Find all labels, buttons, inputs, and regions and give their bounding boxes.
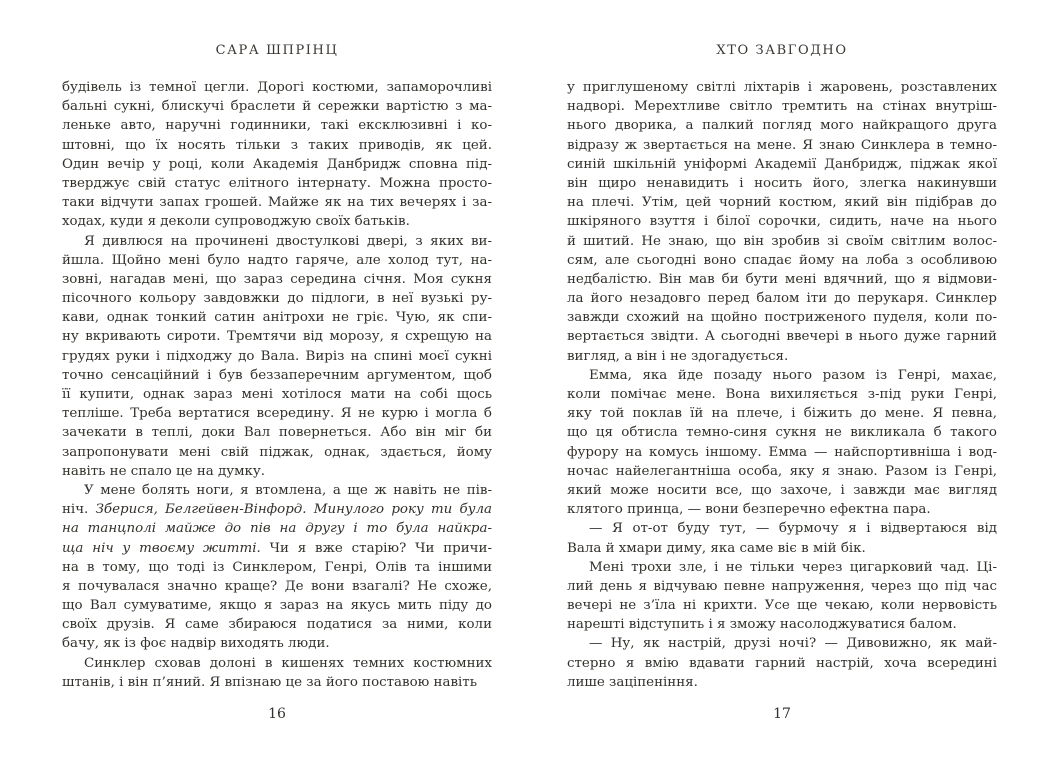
text-segment: завжди схожий на щойно постриженого пуделя, коли по- [567,310,997,326]
text-segment: тверджує свій статус елітного інтернату. Можна просто- [62,175,492,191]
text-line [62,78,492,97]
text-segment: йшла. Щойно мені було надто гаряче, але холод тут, на- [62,252,492,268]
text-line [567,232,997,251]
text-segment: таки відчути запах грошей. Майже як на тих вечерях і за- [62,195,492,211]
text-line [567,308,997,327]
text-segment: надворі. Мерехтливе світло тремтить на стінах внутріш- [567,99,997,115]
text-line [567,289,997,308]
paragraph [62,654,492,692]
page-text-left [62,78,492,692]
text-segment: я почувалася значно краще? Де вони взагалі? Не схоже, [62,578,492,594]
text-segment: тепліше. Треба вертатися всередину. Я не курю і могла б [62,406,492,422]
text-segment: синій шкільній уніформі Академії Данбридж, піджак якої [567,156,997,172]
text-segment: Емма, яка йде позаду нього разом із Генрі, махає, [589,367,997,383]
text-segment: у приглушеному світлі ліхтарів і жаровень, розставлених [567,80,997,95]
text-segment: відразу ж звертається на мене. Я знаю Синклера в темно- [567,137,997,153]
text-segment: вечері не з’їла ні крихти. Усе ще чекаю, коли нервовість [567,598,997,614]
text-line [567,385,997,404]
text-segment: зачекати в теплі, доки Вал повернеться. Або він міг би [62,425,492,441]
text-line [62,519,492,538]
text-line [567,481,997,500]
text-line [62,155,492,174]
text-segment: леньке авто, наручні годинники, такі ексклюзивні і ко- [62,118,492,134]
text-line [567,78,997,97]
text-line [567,155,997,174]
text-line [62,385,492,404]
italic-text-segment: на танцполі майже до пів на другу і то була найкра- [62,521,492,537]
text-segment: він щиро ненавидить і носить його, злегка накинувши [567,175,997,191]
running-head-left: САРА ШПРІНЦ [215,43,339,58]
text-segment: стерно я вмію вдавати гарний настрій, хоча всередині [567,655,997,671]
text-segment: лий день я відчуваю певне напруження, через що під час [567,578,997,594]
running-head-right: ХТО ЗАВГОДНО [716,43,848,58]
text-segment: Синклер сховав долоні в кишенях темних костюмних [84,655,492,671]
text-line [62,404,492,423]
text-segment: її купити, однак зараз мені хотілося мати на собі щось [62,387,492,402]
text-line [62,174,492,193]
text-line [62,289,492,308]
text-line [62,577,492,596]
text-line [62,673,492,692]
text-line [62,193,492,212]
text-line [62,97,492,116]
text-line [567,443,997,462]
text-segment: навіть не спало це на думку. [62,463,266,479]
text-segment: бачу, як із фоє надвір виходять люди. [62,636,330,652]
text-line [567,634,997,653]
text-line [567,347,997,366]
text-segment: ла його незадовго перед балом іти до перукаря. Синклер [567,291,997,307]
text-segment: вертається звідти. А сьогодні ввечері в нього дуже гарний [567,329,997,345]
text-segment: кави, однак тонкий сатин анітрохи не гріє. Чую, як спи- [62,310,492,326]
text-line [62,462,492,481]
text-segment: що Вал сумуватиме, якщо я зараз на якусь мить піду до [62,598,492,614]
text-segment: точно сенсаційний і був беззаперечним аргументом, щоб [62,367,492,383]
text-line [567,654,997,673]
text-segment: й шитий. Не знаю, що він зробив зі своїм світлим волос- [567,233,997,249]
text-segment: фурору на комусь іншому. Емма — найспортивніша і вод- [567,444,997,460]
paragraph [62,232,492,481]
text-line [62,366,492,385]
paragraph [62,481,492,654]
text-line [62,539,492,558]
text-segment: грудях руки і підходжу до Вала. Виріз на спині моєї сукні [62,348,492,364]
text-line [567,423,997,442]
text-segment: своїх друзів. Я саме збираюся податися за ними, коли [62,617,492,633]
italic-text-segment: ща ніч у твоєму житті. [62,540,261,556]
text-line [62,500,492,519]
text-line [62,308,492,327]
text-segment: вигляд, а він і не здогадується. [567,348,789,364]
text-line [567,539,997,558]
text-line [62,654,492,673]
text-line [567,500,997,519]
text-segment: клятого принца, — вони безперечно ефектна пара. [567,502,931,518]
text-line [62,481,492,500]
text-line [567,212,997,231]
text-line [567,193,997,212]
text-segment: яку той поклав їй на плече, і біжить до мене. Я певна, [567,406,997,422]
text-line [567,116,997,135]
text-segment: ходах, куди я деколи супроводжую своїх батьків. [62,214,410,230]
text-segment: шкіряного взуття і білої сорочки, сидить, наче на нього [567,214,997,230]
text-segment: Чи я вже старію? Чи причи- [260,540,492,556]
text-segment: штанів, і він п’яний. Я впізнаю це за його поставою навіть [62,674,477,690]
text-segment: запропонувати мені свій піджак, однак, здається, йому [62,444,492,460]
text-segment: штовні, що їх носять тільки з таких приводів, як цей. [62,137,492,153]
text-line [567,136,997,155]
text-line [62,423,492,442]
text-line [567,615,997,634]
text-line [62,558,492,577]
text-segment: Вала й хмари диму, яка саме віє в мій бік. [567,540,866,556]
text-line [567,366,997,385]
text-segment: нього дворика, а палкий погляд мого найкращого друга [567,118,997,134]
text-line [567,673,997,692]
text-line [62,347,492,366]
text-segment: Я дивлюся на прочинені двостулкові двері, з яких ви- [84,233,492,249]
text-segment: на плечі. Утім, цей чорний костюм, який він підібрав до [567,195,997,211]
text-line [62,615,492,634]
text-line [567,327,997,346]
paragraph [567,558,997,635]
text-line [567,462,997,481]
text-line [62,136,492,155]
page-right [567,44,997,722]
text-line [62,634,492,653]
text-line [62,251,492,270]
text-segment: — Ну, як настрій, друзі ночі? — Дивовижно, як май- [589,636,997,652]
text-line [567,251,997,270]
paragraph [567,78,997,366]
text-segment: бальні сукні, блискучі браслети й сережки вартістю з ма- [62,99,492,115]
page-text-right [567,78,997,692]
text-segment: пісочного кольору завдовжки до підлоги, в неї вузькі ру- [62,291,492,307]
text-segment: Мені трохи зле, і не тільки через цигарковий чад. Ці- [589,559,997,575]
text-line [567,97,997,116]
text-segment: коли помічає мене. Вона вихиляється з-під руки Генрі, [567,387,997,402]
text-segment: сям, але сьогодні воно спадає йому на лоба з особливою [567,252,997,268]
page-number-left: 16 [268,706,286,722]
text-segment: який може носити все, що захоче, і завжди має вигляд [567,482,997,498]
text-segment: на в тому, що тоді із Синклером, Генрі, Олів та іншими [62,559,492,575]
text-segment: У мене болять ноги, я втомлена, а ще ж навіть не пів- [84,482,492,498]
text-segment: будівель із темної цегли. Дорогі костюми, запаморочливі [62,80,492,95]
text-segment: недбалістю. Він мав би бути мені вдячний, що я відмови- [567,271,997,287]
text-line [62,596,492,615]
text-line [567,519,997,538]
page-number-right: 17 [773,706,791,722]
text-line [567,596,997,615]
text-segment: ночас найелегантніша особа, яку я знаю. Разом із Генрі, [567,463,997,479]
text-line [62,327,492,346]
paragraph [567,519,997,557]
text-segment: ну вкривають сироти. Тремтячи від морозу, я схрещую на [62,329,492,345]
text-line [62,212,492,231]
text-line [62,232,492,251]
paragraph [567,634,997,692]
text-segment: зовні, нагадав мені, що зараз середина січня. Моя сукня [62,271,492,287]
paragraph [567,366,997,520]
text-line [567,174,997,193]
page-left [62,44,492,722]
text-segment: — Я от-от буду тут, — бурмочу я і відвертаюся від [589,521,997,537]
text-segment: Один вечір у році, коли Академія Данбридж сповна під- [62,156,492,172]
text-segment: ніч. [62,502,96,518]
italic-text-segment: Зберися, Белгейвен-Вінфорд. Минулого року ти була [95,502,492,518]
text-line [567,270,997,289]
text-line [62,116,492,135]
text-segment: нарешті відступить і я зможу насолоджуватися балом. [567,617,957,633]
text-line [567,577,997,596]
text-segment: лише заціпеніння. [567,674,698,690]
paragraph [62,78,492,232]
text-line [567,558,997,577]
text-line [62,443,492,462]
text-line [62,270,492,289]
text-line [567,404,997,423]
text-segment: що ця обтисла темно-синя сукня не викликала б такого [567,425,997,441]
